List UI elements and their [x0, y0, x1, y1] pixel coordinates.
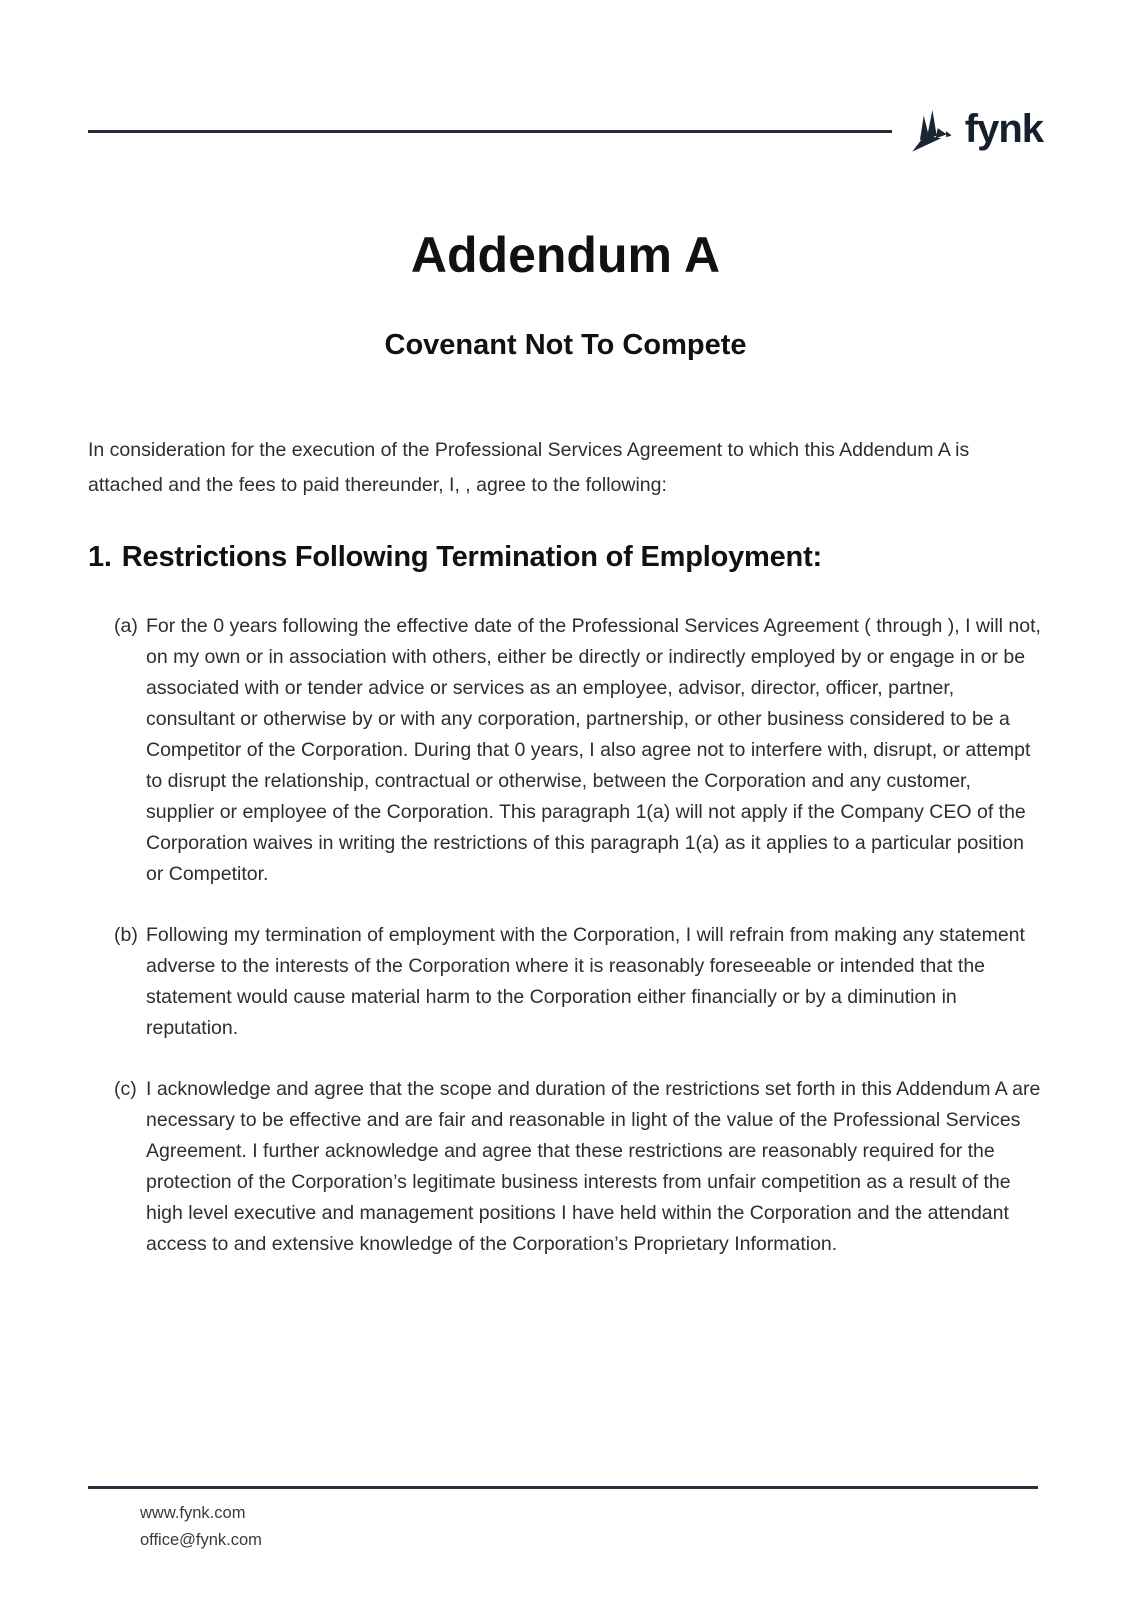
clause-a-text: For the 0 years following the effective date of the Professional Services Agreement ( through ), I will not, on my own or in association with others, either be directly or indirectly employed by or engage in or be associated with or tender advice or services as an employee, advisor, director, officer, partner, consultant or otherwise by or with any corporation, partnership, or other business considered to be a Competitor of the Corporation. During that 0 years, I also agree not to interfere with, disrupt, or attempt to disrupt the relationship, contractual or otherwise, between the Corporation and any customer, supplier or employee of the Corporation. This paragraph 1(a) will not apply if the Company CEO of the Corporation waives in writing the restrictions of this paragraph 1(a) as it applies to a particular position or Competitor. [146, 615, 1041, 885]
section-number: 1. [88, 541, 112, 573]
document-subtitle: Covenant Not To Compete [384, 329, 747, 361]
document-title: Addendum A [410, 227, 721, 283]
header-divider [88, 130, 892, 133]
fynk-logo-text: fynk [964, 107, 1043, 151]
footer-divider [88, 1486, 1038, 1489]
section-heading [88, 541, 822, 574]
footer-contact [140, 1500, 1038, 1554]
section-title: Restrictions Following Termination of Employment: [121, 541, 822, 573]
clause-c-marker: (c) [114, 1078, 137, 1100]
clause-c [88, 1074, 1043, 1260]
page-footer [88, 1486, 1038, 1554]
footer-email: office@fynk.com [140, 1531, 262, 1549]
clause-a-marker: (a) [114, 615, 138, 637]
intro-paragraph: In consideration for the execution of the Professional Services Agreement to which this Addendum A is attached and the fees to paid thereunder, I, , agree to the following: [88, 439, 970, 496]
clause-b-text: Following my termination of employment with the Corporation, I will refrain from making any statement adverse to the interests of the Corporation where it is reasonably foreseeable or intended that the statement would cause material harm to the Corporation either financially or by a diminution in reputation. [146, 924, 1025, 1039]
fynk-logo [906, 104, 1043, 158]
clause-b [88, 920, 1043, 1044]
clause-b-marker: (b) [114, 924, 138, 946]
origami-bird-icon [906, 104, 954, 158]
clause-c-text: I acknowledge and agree that the scope and duration of the restrictions set forth in this Addendum A are necessary to be effective and are fair and reasonable in light of the value of the Professional Services Agreement. I further acknowledge and agree that these restrictions are reasonably required for the protection of the Corporation’s legitimate business interests from unfair competition as a result of the high level executive and management positions I have held within the Corporation and the attendant access to and extensive knowledge of the Corporation’s Proprietary Information. [146, 1078, 1041, 1255]
page-header [88, 100, 1043, 162]
clause-a [88, 611, 1043, 890]
footer-website: www.fynk.com [140, 1504, 246, 1522]
clause-list [88, 611, 1043, 1290]
